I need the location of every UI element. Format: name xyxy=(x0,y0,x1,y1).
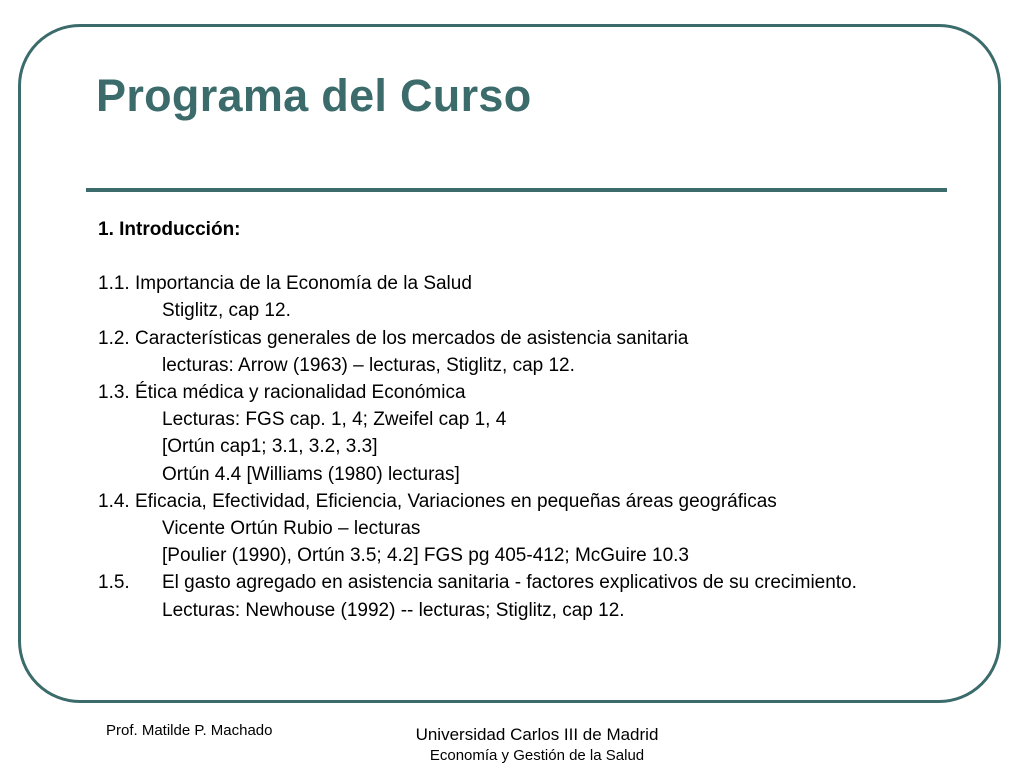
reference-line: Lecturas: FGS cap. 1, 4; Zweifel cap 1, 4 xyxy=(162,409,507,431)
section-heading: 1. Introducción: xyxy=(98,219,241,240)
topic-number: 1.1. xyxy=(98,273,130,295)
footer-institution xyxy=(372,724,702,766)
footer-author: Prof. Matilde P. Machado xyxy=(106,722,273,739)
topic-item xyxy=(98,325,958,352)
topic-item xyxy=(98,270,958,297)
reference-line: Ortún 4.4 [Williams (1980) lecturas] xyxy=(162,463,460,485)
reference-line: lecturas: Arrow (1963) – lecturas, Stiglitz, cap 12. xyxy=(162,354,575,376)
topic-item xyxy=(98,573,958,593)
topic-title: Características generales de los mercados de asistencia sanitaria xyxy=(134,327,689,349)
topic-title: El gasto agregado en asistencia sanitaria - factores explicativos de su crecimiento. xyxy=(162,572,857,594)
slide-title: Programa del Curso xyxy=(96,70,532,121)
topic-number: 1.4. xyxy=(98,490,130,512)
reference-line: [Ortún cap1; 3.1, 3.2, 3.3] xyxy=(162,436,378,458)
topic-title: Ética médica y racionalidad Económica xyxy=(134,382,466,404)
footer-department: Economía y Gestión de la Salud xyxy=(429,747,645,764)
topic-item xyxy=(98,379,958,406)
topic-title: Importancia de la Economía de la Salud xyxy=(134,273,472,295)
topic-number: 1.2. xyxy=(98,327,130,349)
reference-line: Vicente Ortún Rubio – lecturas xyxy=(162,518,421,540)
reference-line: [Poulier (1990), Ortún 3.5; 4.2] FGS pg 405-412; McGuire 10.3 xyxy=(162,545,689,567)
topic-number: 1.3. xyxy=(98,382,130,404)
title-divider xyxy=(86,188,947,192)
topic-item xyxy=(98,488,958,515)
slide-content xyxy=(98,216,958,625)
topic-number: 1.5. xyxy=(98,572,130,594)
topic-title: Eficacia, Efectividad, Eficiencia, Variaciones en pequeñas áreas geográficas xyxy=(134,490,777,512)
reference-line: Lecturas: Newhouse (1992) -- lecturas; Stiglitz, cap 12. xyxy=(162,600,625,622)
reference-line: Stiglitz, cap 12. xyxy=(162,300,291,322)
footer-university: Universidad Carlos III de Madrid xyxy=(415,725,659,744)
